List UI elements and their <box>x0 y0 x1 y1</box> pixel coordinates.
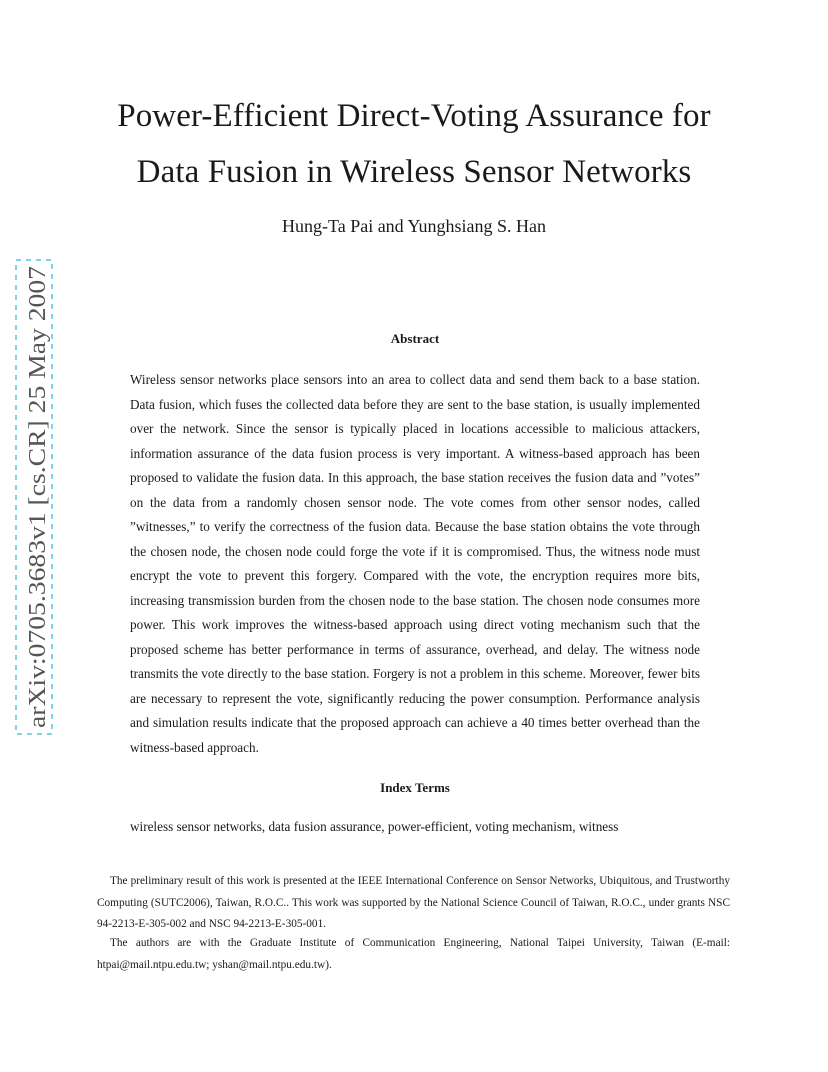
arxiv-id: arXiv:0705.3683v1 [cs.CR] 25 May 2007 <box>25 326 51 728</box>
author-list: Hung-Ta Pai and Yunghsiang S. Han <box>281 216 547 236</box>
index-terms-text: wireless sensor networks, data fusion assurance, power-efficient, voting mechanism, witness <box>130 819 619 834</box>
footnote-affiliation: The authors are with the Graduate Institute of Communication Engineering, National Taipei University, Taiwan (E-mail: htpai@mail.ntpu.edu.tw; yshan@mail.ntpu.edu.tw). <box>97 937 730 971</box>
arxiv-stamp-graphic <box>14 258 54 736</box>
index-terms-heading: Index Terms <box>380 780 450 795</box>
footnote-funding: The preliminary result of this work is presented at the IEEE International Conference on Sensor Networks, Ubiquitous, and Trustworthy Computing (SUTC2006), Taiwan, R.O.C.. This work was supported by the National Science Council of Taiwan, R.O.C., under grants NSC 94-2213-E-305-002 and NSC 94-2213-E-305-001. <box>97 875 730 930</box>
paper-title <box>60 88 768 200</box>
abstract-text: Wireless sensor networks place sensors into an area to collect data and send them back to a base station. Data fusion, which fuses the collected data before they are sent to the base station, is usually implemented over the network. Since the sensor is typically placed in locations accessible to malicious attackers, information assurance of the data fusion process is very important. A witness-based approach has been proposed to validate the fusion data. In this approach, the base station receives the fusion data and ”votes” on the data from a randomly chosen sensor node. The vote comes from other sensor nodes, called ”witnesses,” to verify the correctness of the fusion data. Because the base station obtains the vote through the chosen node, the chosen node could forge the vote if it is compromised. Thus, the witness node must encrypt the vote to prevent this forgery. Compared with the vote, the encryption requires more bits, increasing transmission burden from the chosen node to the base station. The chosen node consumes more power. This work improves the witness-based approach using direct voting mechanism such that the proposed scheme has better performance in terms of assurance, overhead, and delay. The witness node transmits the vote directly to the base station. Forgery is not a problem in this scheme. Moreover, fewer bits are necessary to represent the vote, significantly reducing the power consumption. Performance analysis and simulation results indicate that the proposed approach can achieve a 40 times better overhead than the witness-based approach. <box>130 372 700 755</box>
title-line-2: Data Fusion in Wireless Sensor Networks <box>136 154 692 190</box>
arxiv-stamp <box>14 258 54 736</box>
abstract-heading: Abstract <box>390 331 440 346</box>
title-line-1: Power-Efficient Direct-Voting Assurance for <box>117 98 711 134</box>
